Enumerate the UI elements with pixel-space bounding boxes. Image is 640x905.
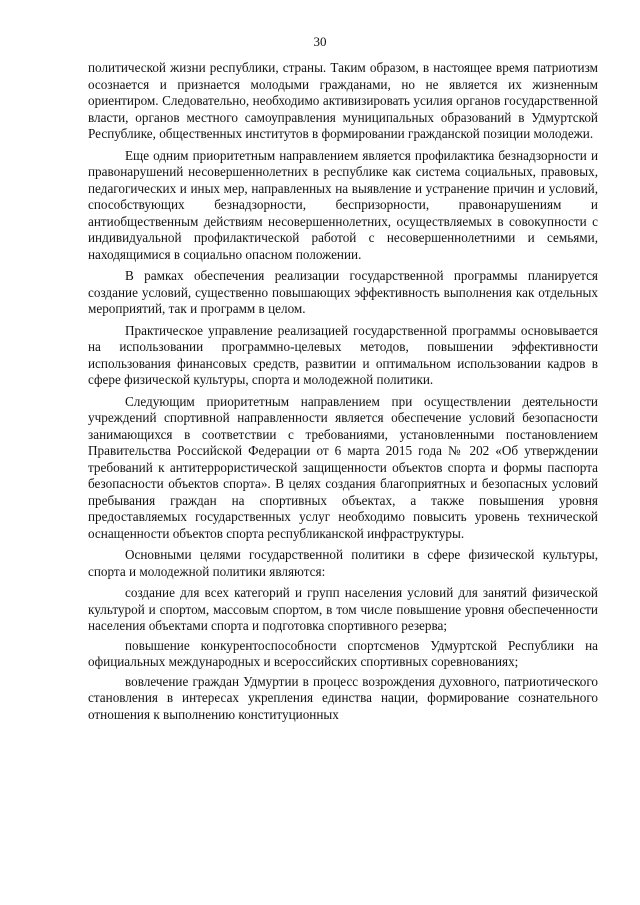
page-number: 30 xyxy=(313,34,327,49)
paragraph-continuation: политической жизни республики, страны. Таким образом, в настоящее время патриотизм осознается и признается молодыми гражданами, но не является их жизненным ориентиром. Следовательно, необходимо активизировать усилия органов государственной власти, органов местного самоуправления муниципальных образований в Удмуртской Республике, общественных институтов в формировании гражданской позиции молодежи. xyxy=(88,60,598,141)
paragraph-sports-safety: Следующим приоритетным направлением при осуществлении деятельности учреждений спортивной направленности является обеспечение условий безопасности занимающихся в соответствии с требованиями, установленными постановлением Правительства Российской Федерации от 6 марта 2015 года № 202 «Об утверждении требований к антитеррористической защищенности объектов спорта и формы паспорта безопасности объектов спорта». В целях создания благоприятных и безопасных условий пребывания граждан на спортивных объектах, а также повышения уровня предоставляемых государственных услуг необходимо повысить уровень технической оснащенности объектов спорта республиканской инфраструктуры. xyxy=(88,393,598,541)
list-item-goal-conditions: создание для всех категорий и групп населения условий для занятий физической культурой и спортом, массовым спортом, в том числе повышение уровня обеспеченности населения объектами спорта и подготовка спортивного резерва; xyxy=(88,585,598,633)
paragraph-program-management: Практическое управление реализацией государственной программы основывается на использовании программно-целевых методов, повышении эффективности использования финансовых средств, развитии и оптимальном использовании кадров в сфере физической культуры, спорта и молодежной политики. xyxy=(88,322,598,387)
paragraph-prevention: Еще одним приоритетным направлением является профилактика безнадзорности и правонарушений несовершеннолетних в республике как система социальных, правовых, педагогических и иных мер, направленных на выявление и устранение причин и условий, способствующих безнадзорности, беспризорности, правонарушениям и антиобщественным действиям несовершеннолетних, осуществляемых в совокупности с индивидуальной профилактической работой с несовершеннолетними и семьями, находящимися в социально опасном положении. xyxy=(88,147,598,262)
paragraph-program-conditions: В рамках обеспечения реализации государственной программы планируется создание условий, существенно повышающих эффективность выполнения как отдельных мероприятий, так и программ в целом. xyxy=(88,268,598,316)
paragraph-main-goals: Основными целями государственной политики в сфере физической культуры, спорта и молодежной политики являются: xyxy=(88,547,598,579)
document-body xyxy=(88,60,598,726)
list-item-goal-patriotism: вовлечение граждан Удмуртии в процесс возрождения духовного, патриотического становления в интересах укрепления единства нации, формирование сознательного отношения к выполнению конституционных xyxy=(88,673,598,722)
list-item-goal-competitiveness: повышение конкурентоспособности спортсменов Удмуртской Республики на официальных международных и всероссийских спортивных соревнованиях; xyxy=(88,637,598,669)
